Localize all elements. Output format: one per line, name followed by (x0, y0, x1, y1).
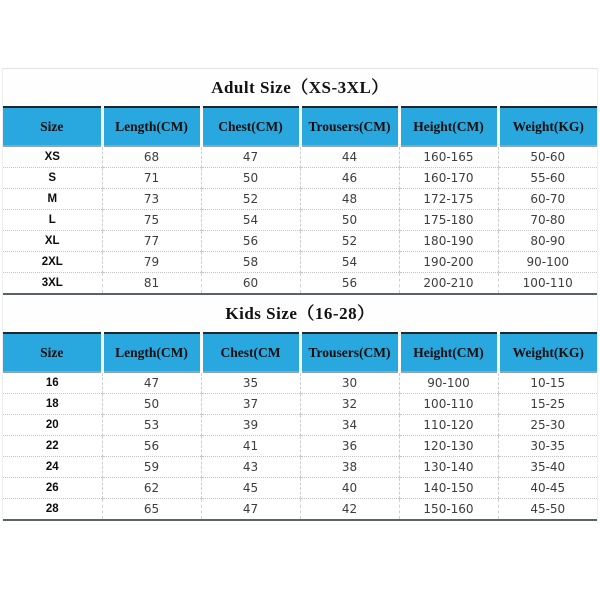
value-cell: 77 (102, 231, 201, 252)
size-cell: 22 (3, 436, 102, 457)
value-cell: 90-100 (399, 372, 498, 394)
column-header-size: Size (3, 333, 102, 372)
table-row (3, 273, 597, 295)
value-cell: 36 (300, 436, 399, 457)
value-cell: 70-80 (498, 210, 597, 231)
table-row (3, 457, 597, 478)
column-header-chest: Chest(CM (201, 333, 300, 372)
kids-table-header (3, 333, 597, 372)
header-row (3, 333, 597, 372)
value-cell: 35-40 (498, 457, 597, 478)
value-cell: 54 (300, 252, 399, 273)
value-cell: 15-25 (498, 394, 597, 415)
value-cell: 160-170 (399, 168, 498, 189)
value-cell: 47 (102, 372, 201, 394)
size-cell: 16 (3, 372, 102, 394)
table-row (3, 372, 597, 394)
table-row (3, 231, 597, 252)
value-cell: 35 (201, 372, 300, 394)
column-header-weight: Weight(KG) (498, 107, 597, 146)
value-cell: 30 (300, 372, 399, 394)
value-cell: 60-70 (498, 189, 597, 210)
table-row (3, 436, 597, 457)
size-chart-sheet (2, 68, 598, 521)
table-row (3, 146, 597, 168)
size-cell: 20 (3, 415, 102, 436)
value-cell: 140-150 (399, 478, 498, 499)
value-cell: 100-110 (399, 394, 498, 415)
size-cell: 18 (3, 394, 102, 415)
value-cell: 160-165 (399, 146, 498, 168)
value-cell: 32 (300, 394, 399, 415)
table-row (3, 252, 597, 273)
value-cell: 39 (201, 415, 300, 436)
value-cell: 200-210 (399, 273, 498, 295)
value-cell: 45 (201, 478, 300, 499)
value-cell: 52 (201, 189, 300, 210)
value-cell: 34 (300, 415, 399, 436)
value-cell: 62 (102, 478, 201, 499)
adult-size-table (3, 106, 597, 295)
value-cell: 80-90 (498, 231, 597, 252)
size-cell: 3XL (41, 277, 63, 289)
value-cell: 68 (102, 146, 201, 168)
size-cell: 24 (3, 457, 102, 478)
size-cell: L (3, 210, 102, 231)
adult-table-header (3, 107, 597, 146)
value-cell: 120-130 (399, 436, 498, 457)
value-cell: 175-180 (399, 210, 498, 231)
table-row (3, 189, 597, 210)
value-cell: 43 (201, 457, 300, 478)
value-cell: 90-100 (498, 252, 597, 273)
value-cell: 53 (102, 415, 201, 436)
value-cell: 37 (201, 394, 300, 415)
size-cell: M (3, 189, 102, 210)
column-header-height: Height(CM) (399, 107, 498, 146)
value-cell: 40 (300, 478, 399, 499)
value-cell: 190-200 (399, 252, 498, 273)
table-row (3, 415, 597, 436)
value-cell: 46 (300, 168, 399, 189)
value-cell: 55-60 (498, 168, 597, 189)
value-cell: 65 (102, 499, 201, 521)
size-cell: 2XL (3, 252, 102, 273)
value-cell: 56 (102, 436, 201, 457)
value-cell: 54 (201, 210, 300, 231)
header-row (3, 107, 597, 146)
value-cell: 42 (300, 499, 399, 521)
value-cell: 38 (300, 457, 399, 478)
value-cell: 100-110 (498, 273, 597, 295)
value-cell: 50-60 (498, 146, 597, 168)
size-cell: XL (3, 231, 102, 252)
value-cell: 50 (201, 168, 300, 189)
size-cell: S (3, 168, 102, 189)
value-cell: 48 (300, 189, 399, 210)
value-cell: 52 (300, 231, 399, 252)
value-cell: 56 (201, 231, 300, 252)
value-cell: 58 (201, 252, 300, 273)
table-row (3, 394, 597, 415)
value-cell: 50 (102, 394, 201, 415)
value-cell: 47 (201, 146, 300, 168)
value-cell: 81 (102, 273, 201, 295)
value-cell: 180-190 (399, 231, 498, 252)
value-cell: 75 (102, 210, 201, 231)
kids-size-title: Kids Size（16-28） (3, 295, 597, 332)
column-header-length: Length(CM) (102, 107, 201, 146)
kids-table-body (3, 372, 597, 520)
adult-table-body (3, 146, 597, 294)
column-header-chest: Chest(CM) (201, 107, 300, 146)
size-cell: 28 (45, 503, 59, 515)
value-cell: 172-175 (399, 189, 498, 210)
size-cell: 26 (3, 478, 102, 499)
kids-size-table (3, 332, 597, 521)
value-cell: 50 (300, 210, 399, 231)
value-cell: 71 (102, 168, 201, 189)
value-cell: 56 (300, 273, 399, 295)
table-row (3, 499, 597, 521)
value-cell: 47 (201, 499, 300, 521)
table-row (3, 168, 597, 189)
value-cell: 110-120 (399, 415, 498, 436)
value-cell: 150-160 (399, 499, 498, 521)
adult-size-title: Adult Size（XS-3XL） (3, 69, 597, 106)
column-header-size: Size (3, 107, 102, 146)
value-cell: 73 (102, 189, 201, 210)
value-cell: 44 (300, 146, 399, 168)
column-header-length: Length(CM) (102, 333, 201, 372)
value-cell: 79 (102, 252, 201, 273)
value-cell: 59 (102, 457, 201, 478)
column-header-trousers: Trousers(CM) (300, 107, 399, 146)
size-cell: XS (3, 146, 102, 168)
value-cell: 10-15 (498, 372, 597, 394)
column-header-height: Height(CM) (399, 333, 498, 372)
table-row (3, 478, 597, 499)
value-cell: 25-30 (498, 415, 597, 436)
value-cell: 130-140 (399, 457, 498, 478)
column-header-weight: Weight(KG) (498, 333, 597, 372)
value-cell: 30-35 (498, 436, 597, 457)
value-cell: 41 (201, 436, 300, 457)
value-cell: 45-50 (498, 499, 597, 521)
value-cell: 60 (201, 273, 300, 295)
value-cell: 40-45 (498, 478, 597, 499)
column-header-trousers: Trousers(CM) (300, 333, 399, 372)
table-row (3, 210, 597, 231)
